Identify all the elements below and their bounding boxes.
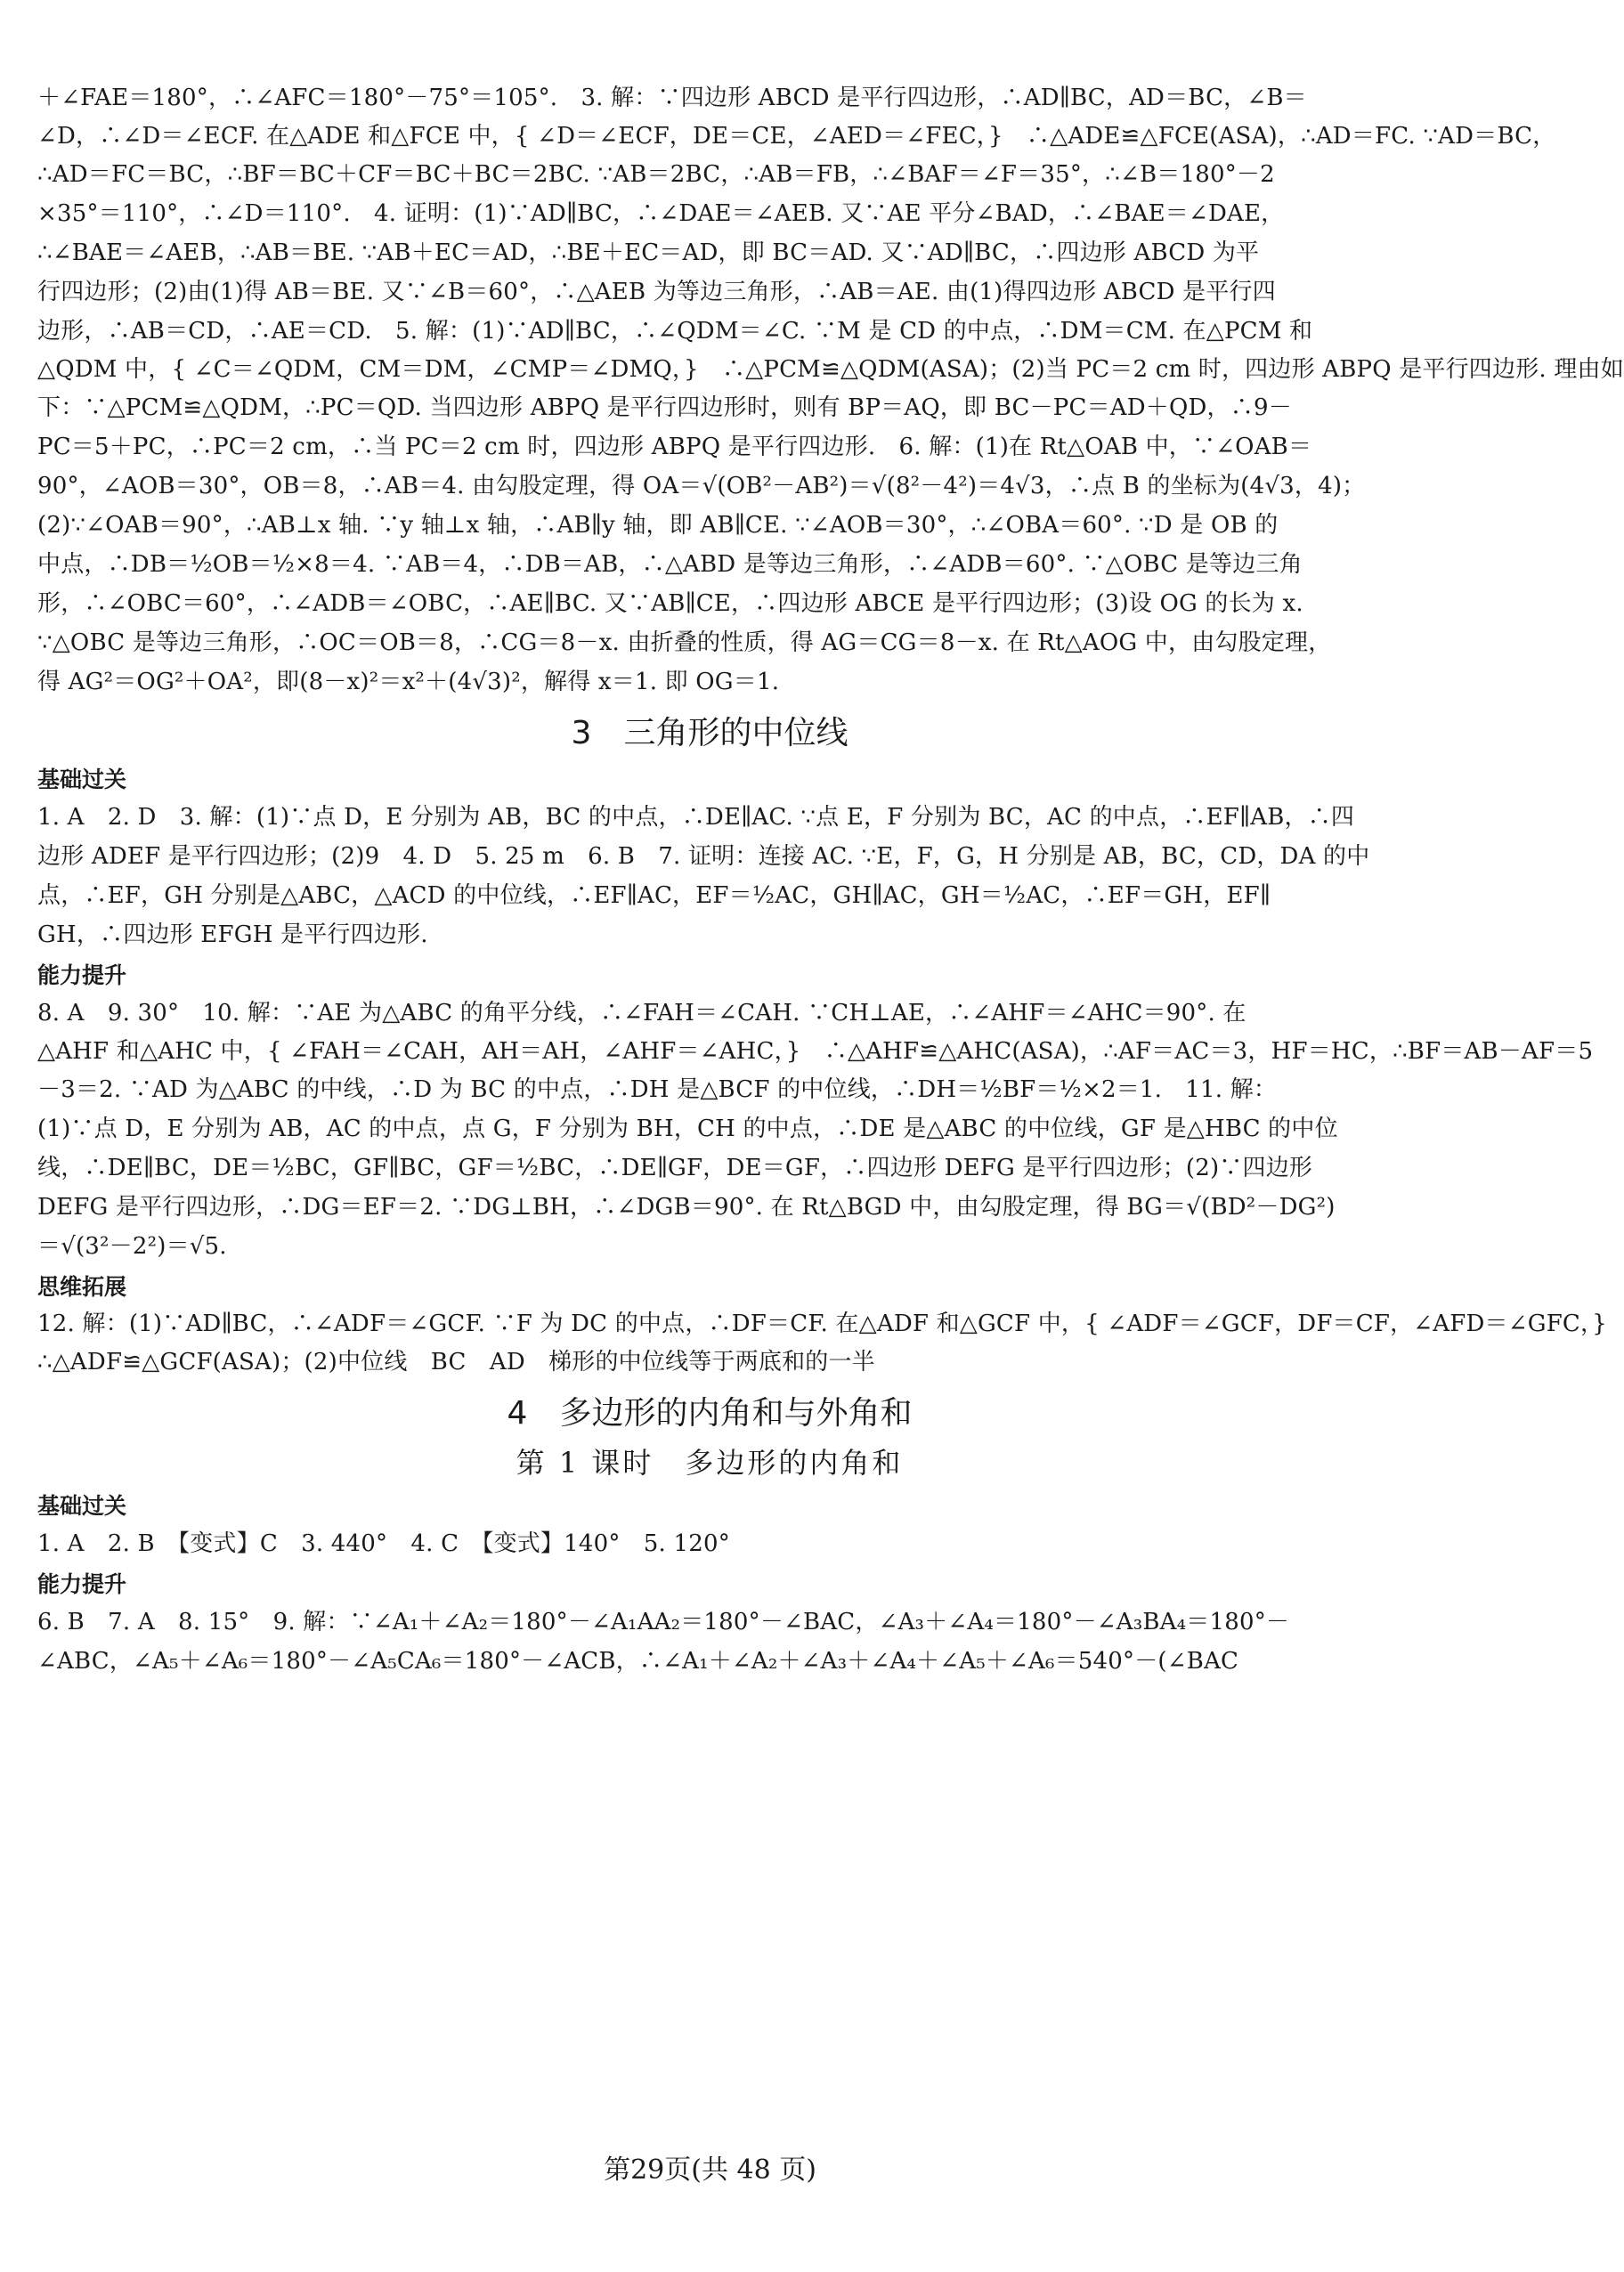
section-subheading: 基础过关: [37, 1493, 127, 1519]
text-line: 边形 ADEF 是平行四边形；(2)9 4. D 5. 25 m 6. B 7. 证明：连接 AC. ∵E，F，G，H 分别是 AB，BC，CD，DA 的中: [37, 843, 1370, 870]
text-line: GH，∴四边形 EFGH 是平行四边形.: [37, 921, 428, 948]
answers-part1: [37, 78, 1624, 702]
text-line: 行四边形；(2)由(1)得 AB＝BE. 又∵∠B＝60°，∴△AEB 为等边三角形，∴AB＝AE. 由(1)得四边形 ABCD 是平行四: [37, 279, 1276, 305]
text-line: 8. A 9. 30° 10. 解：∵AE 为△ABC 的角平分线，∴∠FAH＝∠CAH. ∵CH⊥AE，∴∠AHF＝∠AHC＝90°. 在: [37, 1000, 1246, 1026]
text-line: (2)∵∠OAB＝90°，∴AB⊥x 轴. ∵y 轴⊥x 轴，∴AB∥y 轴，即 AB∥CE. ∵∠AOB＝30°，∴∠OBA＝60°. ∵D 是 OB 的: [37, 512, 1279, 539]
text-line: ×35°＝110°，∴∠D＝110°. 4. 证明：(1)∵AD∥BC，∴∠DAE＝∠AEB. 又∵AE 平分∠BAD，∴∠BAE＝∠DAE，: [37, 200, 1285, 227]
section-title: 3 三角形的中位线: [571, 715, 849, 751]
text-line: DEFG 是平行四边形，∴DG＝EF＝2. ∵DG⊥BH，∴∠DGB＝90°. 在 Rt△BGD 中，由勾股定理，得 BG＝√(BD²－DG²): [37, 1194, 1336, 1221]
section-title: 4 多边形的内角和与外角和: [507, 1395, 913, 1432]
text-line: PC＝5＋PC，∴PC＝2 cm，∴当 PC＝2 cm 时，四边形 ABPQ 是平行四边形. 6. 解：(1)在 Rt△OAB 中，∵∠OAB＝: [37, 434, 1312, 460]
text-line: △QDM 中，{ ∠C＝∠QDM，CM＝DM，∠CMP＝∠DMQ，} ∴△PCM≌△QDM(ASA)；(2)当 PC＝2 cm 时，四边形 ABPQ 是平行四边形. 理由如: [37, 356, 1624, 383]
text-line: 6. B 7. A 8. 15° 9. 解：∵∠A₁＋∠A₂＝180°－∠A₁AA₂＝180°－∠BAC，∠A₃＋∠A₄＝180°－∠A₃BA₄＝180°－: [37, 1609, 1290, 1635]
text-line: －3＝2. ∵AD 为△ABC 的中线，∴D 为 BC 的中点，∴DH 是△BCF 的中位线，∴DH＝½BF＝½×2＝1. 11. 解：: [37, 1076, 1278, 1103]
text-line: 下：∵△PCM≌△QDM，∴PC＝QD. 当四边形 ABPQ 是平行四边形时，则有 BP＝AQ，即 BC－PC＝AD＋QD，∴9－: [37, 394, 1292, 421]
text-line: ∠D，∴∠D＝∠ECF. 在△ADE 和△FCE 中，{ ∠D＝∠ECF，DE＝CE，∠AED＝∠FEC，} ∴△ADE≌△FCE(ASA)，∴AD＝FC. ∵AD＝BC，: [37, 123, 1556, 150]
text-line: 90°，∠AOB＝30°，OB＝8，∴AB＝4. 由勾股定理，得 OA＝√(OB²－AB²)＝√(8²－4²)＝4√3，∴点 B 的坐标为(4√3，4)；: [37, 473, 1366, 499]
text-line: 边形，∴AB＝CD，∴AE＝CD. 5. 解：(1)∵AD∥BC，∴∠QDM＝∠C. ∵M 是 CD 的中点，∴DM＝CM. 在△PCM 和: [37, 318, 1313, 345]
text-line: ∠ABC，∠A₅＋∠A₆＝180°－∠A₅CA₆＝180°－∠ACB，∴∠A₁＋∠A₂＋∠A₃＋∠A₄＋∠A₅＋∠A₆＝540°－(∠BAC: [37, 1648, 1239, 1675]
text-line: 中点，∴DB＝½OB＝½×8＝4. ∵AB＝4，∴DB＝AB，∴△ABD 是等边三角形，∴∠ADB＝60°. ∵△OBC 是等边三角: [37, 551, 1303, 578]
page-footer: 第29页(共 48 页): [604, 2154, 816, 2186]
text-line: ＋∠FAE＝180°，∴∠AFC＝180°－75°＝105°. 3. 解：∵四边形 ABCD 是平行四边形，∴AD∥BC，AD＝BC，∠B＝: [37, 85, 1307, 111]
text-line: ∴∠BAE＝∠AEB，∴AB＝BE. ∵AB＋EC＝AD，∴BE＋EC＝AD，即 BC＝AD. 又∵AD∥BC，∴四边形 ABCD 为平: [37, 239, 1260, 266]
text-line: 线，∴DE∥BC，DE＝½BC，GF∥BC，GF＝½BC，∴DE∥GF，DE＝GF，∴四边形 DEFG 是平行四边形；(2)∵四边形: [37, 1155, 1313, 1181]
text-line: 1. A 2. B 【变式】C 3. 440° 4. C 【变式】140° 5. 120°: [37, 1530, 730, 1557]
page-content: [37, 78, 1624, 1681]
section-subheading: 基础过关: [37, 767, 127, 792]
text-line: ∴△ADF≌△GCF(ASA)；(2)中位线 BC AD 梯形的中位线等于两底和的一半: [37, 1349, 875, 1375]
text-line: ＝√(3²－2²)＝√5.: [37, 1233, 227, 1260]
text-line: ∵△OBC 是等边三角形，∴OC＝OB＝8，∴CG＝8－x. 由折叠的性质，得 AG＝CG＝8－x. 在 Rt△AOG 中，由勾股定理，: [37, 629, 1332, 656]
section-subheading: 思维拓展: [37, 1274, 127, 1300]
text-line: 1. A 2. D 3. 解：(1)∵点 D，E 分别为 AB，BC 的中点，∴DE∥AC. ∵点 E，F 分别为 BC，AC 的中点，∴EF∥AB，∴四: [37, 804, 1355, 831]
lesson-subtitle: 第 1 课时 多边形的内角和: [516, 1446, 904, 1480]
text-line: ∴AD＝FC＝BC，∴BF＝BC＋CF＝BC＋BC＝2BC. ∵AB＝2BC，∴AB＝FB，∴∠BAF＝∠F＝35°，∴∠B＝180°－2: [37, 161, 1275, 188]
text-line: △AHF 和△AHC 中，{ ∠FAH＝∠CAH，AH＝AH，∠AHF＝∠AHC，} ∴△AHF≌△AHC(ASA)，∴AF＝AC＝3，HF＝HC，∴BF＝AB－AF＝5: [37, 1038, 1594, 1065]
text-line: 得 AG²＝OG²＋OA²，即(8－x)²＝x²＋(4√3)²，解得 x＝1. 即 OG＝1.: [37, 669, 780, 695]
text-line: 12. 解：(1)∵AD∥BC，∴∠ADF＝∠GCF. ∵F 为 DC 的中点，∴DF＝CF. 在△ADF 和△GCF 中，{ ∠ADF＝∠GCF，DF＝CF，∠AFD＝∠GFC，}: [37, 1310, 1607, 1337]
text-line: (1)∵点 D，E 分别为 AB，AC 的中点，点 G，F 分别为 BH，CH 的中点，∴DE 是△ABC 的中位线，GF 是△HBC 的中位: [37, 1116, 1338, 1142]
text-line: 点，∴EF，GH 分别是△ABC，△ACD 的中位线，∴EF∥AC，EF＝½AC，GH∥AC，GH＝½AC，∴EF＝GH，EF∥: [37, 882, 1271, 909]
section-subheading: 能力提升: [37, 962, 127, 988]
section-subheading: 能力提升: [37, 1571, 127, 1597]
text-line: 形，∴∠OBC＝60°，∴∠ADB＝∠OBC，∴AE∥BC. 又∵AB∥CE，∴四边形 ABCE 是平行四边形；(3)设 OG 的长为 x.: [37, 590, 1303, 617]
